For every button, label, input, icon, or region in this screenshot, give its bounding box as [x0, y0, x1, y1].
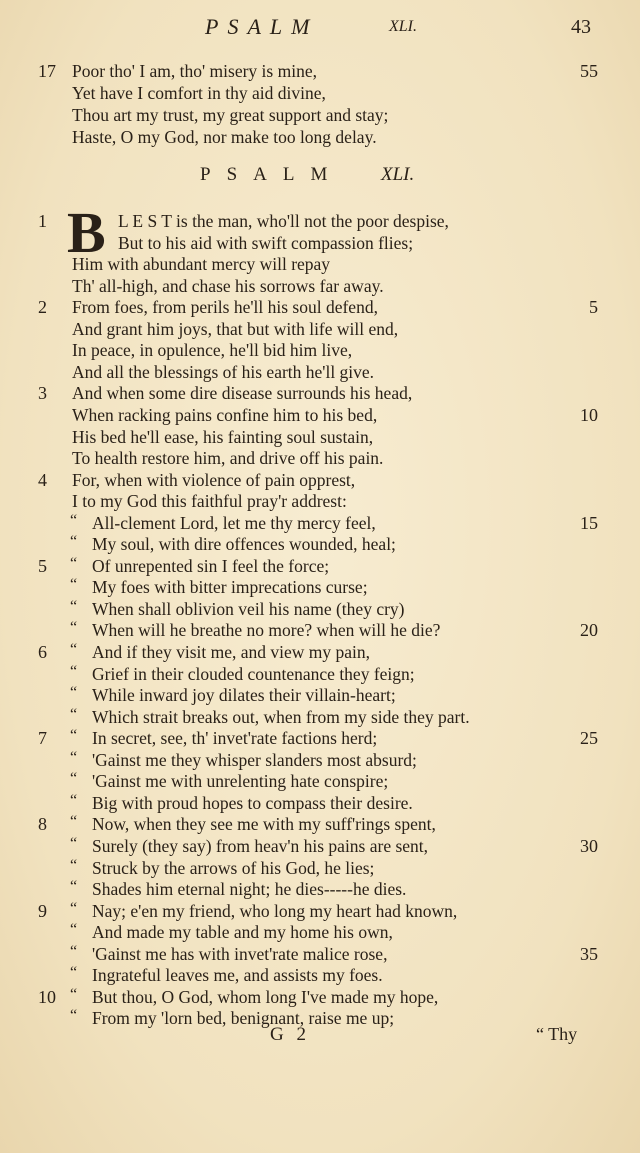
quotation-mark: “	[70, 533, 78, 551]
verse-number: 10	[38, 986, 56, 1007]
verse-line	[0, 275, 640, 297]
verse-text: Poor tho' I am, tho' misery is mine,	[72, 61, 317, 81]
verse-text: To health restore him, and drive off his pain.	[72, 448, 384, 469]
quotation-mark: “	[70, 1007, 78, 1025]
quotation-mark: “	[70, 641, 78, 658]
verse-line	[0, 490, 640, 512]
verse-text: Grief in their clouded countenance they feign;	[92, 663, 415, 684]
verse-line	[0, 253, 640, 275]
quotation-mark: “	[70, 597, 78, 615]
verse-text: For, when with violence of pain opprest,	[72, 469, 356, 490]
verse-line	[0, 684, 640, 706]
verse-line	[0, 749, 640, 771]
verse-line	[0, 361, 640, 383]
verse-text: 'Gainst me has with invet'rate malice rose,	[92, 943, 388, 964]
verse-text: L E S T is the man, who'll not the poor despise,	[118, 211, 449, 231]
verse-text: From foes, from perils he'll his soul defend,	[72, 297, 378, 318]
page-footer	[0, 1024, 640, 1050]
verse-text: Big with proud hopes to compass their desire.	[92, 792, 413, 813]
verse-text: And all the blessings of his earth he'll give.	[72, 361, 375, 382]
running-head-title: PSALM	[205, 14, 319, 39]
quotation-mark: “	[70, 770, 78, 788]
verse-text: I to my God this faithful pray'r addrest:	[72, 491, 347, 512]
verse-number: 5	[38, 555, 47, 576]
verse-text: In peace, in opulence, he'll bid him live,	[72, 340, 353, 361]
verse-line	[0, 339, 640, 361]
quotation-mark: “	[70, 813, 78, 831]
verse-line	[0, 964, 640, 986]
verse-text: While inward joy dilates their villain-heart;	[92, 685, 396, 706]
verse-number: 7	[38, 728, 47, 749]
quotation-mark: “	[70, 942, 78, 960]
verse-text: Yet have I comfort in thy aid divine,	[72, 83, 326, 103]
verse-number: 6	[38, 642, 47, 662]
quotation-mark: “	[70, 921, 78, 939]
verse-line	[0, 727, 640, 749]
verse-line	[0, 813, 640, 835]
verse-text: When racking pains confine him to his bed,	[72, 404, 378, 425]
verse-line	[0, 555, 640, 577]
verse-line	[0, 770, 640, 792]
verse-number: 4	[38, 469, 47, 490]
verse-text: Nay; e'en my friend, who long my heart had known,	[92, 900, 458, 921]
quotation-mark: “	[70, 985, 78, 1003]
line-number: 35	[580, 943, 598, 964]
quotation-mark: “	[70, 705, 78, 723]
quotation-mark: “	[70, 834, 78, 852]
verse-text: Th' all-high, and chase his sorrows far away.	[72, 275, 384, 296]
drop-cap: B	[67, 200, 106, 265]
running-head-psalm-number: XLI.	[389, 18, 417, 35]
running-head	[0, 14, 640, 44]
verse-text: His bed he'll ease, his fainting soul sustain,	[72, 426, 374, 447]
line-number: 10	[580, 404, 598, 425]
quotation-mark: “	[70, 727, 78, 745]
line-number: 5	[589, 297, 598, 318]
verse-number: 3	[38, 383, 47, 404]
quotation-mark: “	[70, 576, 78, 594]
line-number: 20	[580, 620, 598, 641]
verse-number: 1	[38, 211, 47, 231]
verse-line	[0, 878, 640, 900]
verse-text: Which strait breaks out, when from my side they part.	[92, 706, 470, 727]
verse-text: Of unrepented sin I feel the force;	[92, 555, 330, 576]
line-number: 25	[580, 728, 598, 749]
verse-text: When will he breathe no more? when will he die?	[92, 620, 441, 641]
signature-mark: G 2	[270, 1024, 310, 1045]
verse-text: Now, when they see me with my suff'rings spent,	[92, 814, 436, 835]
verse-text: 'Gainst me they whisper slanders most absurd;	[92, 749, 417, 770]
verse-line	[0, 986, 640, 1008]
verse-text: Shades him eternal night; he dies-----he dies.	[92, 879, 407, 900]
verse-line	[0, 296, 640, 318]
verse-line	[0, 663, 640, 685]
verse-line	[0, 533, 640, 555]
quotation-mark: “	[70, 662, 78, 680]
verse-line	[0, 382, 640, 404]
verse-line	[0, 619, 640, 641]
verse-text: All-clement Lord, let me thy mercy feel,	[92, 512, 376, 533]
psalm-heading	[0, 164, 640, 190]
verse-line	[0, 232, 640, 254]
verse-text: But to his aid with swift compassion flies;	[118, 232, 414, 253]
verse-text: But thou, O God, whom long I've made my hope,	[92, 986, 439, 1007]
verse-line	[0, 126, 640, 148]
verse-text: Surely (they say) from heav'n his pains are sent,	[92, 835, 429, 856]
verse-line	[0, 512, 640, 534]
verse-line	[0, 598, 640, 620]
quotation-mark: “	[70, 511, 78, 529]
verse-line	[0, 447, 640, 469]
verse-line	[0, 792, 640, 814]
verse-line	[0, 318, 640, 340]
quotation-mark: “	[70, 964, 78, 982]
quotation-mark: “	[70, 791, 78, 809]
quotation-mark: “	[70, 856, 78, 874]
verse-line	[0, 404, 640, 426]
verse-number: 2	[38, 297, 47, 318]
verse-text: In secret, see, th' invet'rate factions herd;	[92, 728, 378, 749]
verse-line	[0, 857, 640, 879]
verse-text: My soul, with dire offences wounded, heal;	[92, 534, 396, 555]
verse-number: 9	[38, 900, 47, 921]
verse-text: Struck by the arrows of his God, he lies;	[92, 857, 375, 878]
verse-line	[0, 82, 640, 104]
verse-text: And when some dire disease surrounds his head,	[72, 383, 413, 404]
verse-text: 'Gainst me with unrelenting hate conspire;	[92, 771, 389, 792]
verse-number: 8	[38, 814, 47, 835]
verse-text: Him with abundant mercy will repay	[72, 254, 331, 275]
psalm-heading-number: XLI.	[381, 164, 415, 185]
verse-line	[0, 641, 640, 663]
verse-text: Haste, O my God, nor make too long delay.	[72, 127, 377, 147]
catchword: “ Thy	[536, 1024, 578, 1044]
quotation-mark: “	[70, 748, 78, 766]
verse-line	[0, 60, 640, 82]
verse-line	[0, 104, 640, 126]
quotation-mark: “	[70, 899, 78, 917]
verse-line	[0, 900, 640, 922]
quotation-mark: “	[70, 554, 78, 572]
verse-text: Thou art my trust, my great support and stay;	[72, 105, 389, 125]
verse-text: When shall oblivion veil his name (they cry)	[92, 598, 405, 619]
verse-line	[0, 921, 640, 943]
quotation-mark: “	[70, 684, 78, 702]
verse-line	[0, 943, 640, 965]
verse-text: And grant him joys, that but with life will end,	[72, 318, 399, 339]
quotation-mark: “	[70, 619, 78, 637]
verse-number: 17	[38, 61, 56, 81]
line-number: 55	[580, 61, 598, 81]
verse-line	[0, 835, 640, 857]
verse-text: My foes with bitter imprecations curse;	[92, 577, 368, 598]
quotation-mark: “	[70, 878, 78, 896]
verse-line	[0, 576, 640, 598]
verse-text: And made my table and my home his own,	[92, 922, 393, 943]
verse-line	[0, 469, 640, 491]
verse-line	[0, 210, 640, 232]
page-number: 43	[571, 16, 591, 38]
line-number: 15	[580, 512, 598, 533]
verse-text: Ingrateful leaves me, and assists my foes.	[92, 965, 383, 986]
verse-text: From my 'lorn bed, benignant, raise me up;	[92, 1008, 395, 1029]
verse-line	[0, 706, 640, 728]
line-number: 30	[580, 835, 598, 856]
verse-text: And if they visit me, and view my pain,	[92, 642, 371, 662]
verse-line	[0, 426, 640, 448]
psalm-heading-title: PSALM	[200, 164, 344, 185]
